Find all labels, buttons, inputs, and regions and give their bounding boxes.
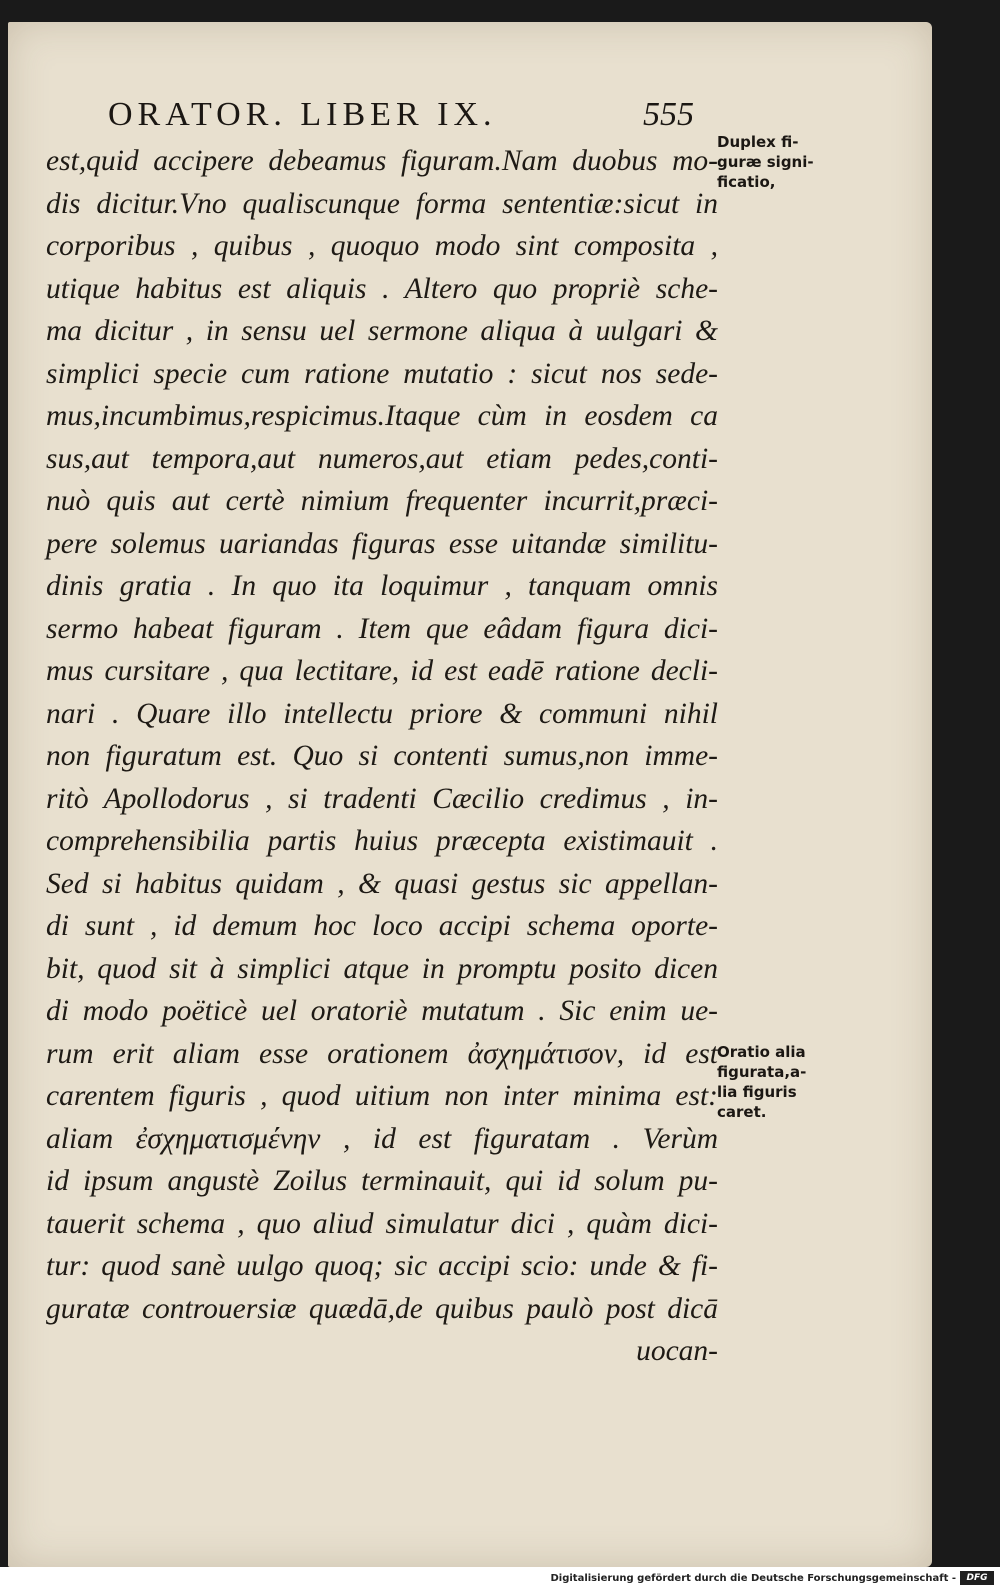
- footer-band: [0, 1567, 1000, 1587]
- text-line: bit, quod sit à simplici atque in promptu posito dicen: [46, 952, 718, 985]
- text-line: dinis gratia . In quo ita loquimur , tanquam omnis: [46, 570, 718, 602]
- digitization-credit: Digitalisierung gefördert durch die Deutsche Forschungsgemeinschaft -: [550, 1573, 956, 1584]
- text-line: nari . Quare illo intellectu priore & communi nihil: [46, 697, 718, 730]
- text-line: simplici specie cum ratione mutatio : sicut nos sede-: [46, 357, 718, 390]
- text-line: ma dicitur , in sensu uel sermone aliqua à uulgari &: [46, 315, 718, 347]
- text-line: nuò quis aut certè nimium frequenter incurrit,præci-: [46, 485, 718, 517]
- dfg-logo: DFG: [960, 1571, 994, 1585]
- text-line: di sunt , id demum hoc loco accipi schema oporte-: [46, 910, 718, 942]
- text-line: di modo poëticè uel oratoriè mutatum . Sic enim ue-: [46, 995, 718, 1027]
- margin-note-line: figurata,a-: [717, 1063, 807, 1081]
- text-line: mus,incumbimus,respicimus.Itaque cùm in eosdem ca: [46, 400, 718, 432]
- text-line: rum erit aliam esse orationem ἀσχημάτισον, id est: [46, 1037, 718, 1070]
- text-line: sermo habeat figuram . Item que eâdam figura dici-: [46, 612, 718, 645]
- text-line: pere solemus uariandas figuras esse uitandæ similitu-: [46, 527, 718, 560]
- main-text-block: [46, 140, 718, 1373]
- text-line: non figuratum est. Quo si contenti sumus,non imme-: [46, 740, 718, 772]
- page-header: [108, 96, 708, 142]
- text-line: guratæ controuersiæ quædā,de quibus paulò post dicā: [46, 1292, 718, 1325]
- margin-note-line: guræ signi-: [717, 153, 814, 171]
- text-line: comprehensibilia partis huius præcepta existimauit .: [46, 825, 718, 857]
- margin-note-line: lia figuris: [717, 1083, 797, 1101]
- text-line: tauerit schema , quo aliud simulatur dici , quàm dici-: [46, 1207, 718, 1240]
- margin-note-line: caret.: [717, 1103, 767, 1121]
- text-line: mus cursitare , qua lectitare, id est eadē ratione decli-: [46, 655, 718, 687]
- text-line: tur: quod sanè uulgo quoq; sic accipi scio: unde & fi-: [46, 1250, 718, 1282]
- text-line: sus,aut tempora,aut numeros,aut etiam pedes,conti-: [46, 442, 718, 475]
- running-title: ORATOR. LIBER IX.: [108, 96, 497, 133]
- page-number: 555: [643, 96, 694, 133]
- text-line: utique habitus est aliquis . Altero quo propriè sche-: [46, 272, 718, 305]
- margin-note-oratio: [717, 1042, 806, 1122]
- text-line: dis dicitur.Vno qualiscunque forma sententiæ:sicut in: [46, 187, 718, 220]
- text-line: corporibus , quibus , quoquo modo sint composita ,: [46, 230, 718, 262]
- margin-note-line: ficatio,: [717, 173, 776, 191]
- text-line: id ipsum angustè Zoilus terminauit, qui id solum pu-: [46, 1165, 718, 1197]
- text-line: carentem figuris , quod uitium non inter minima est:: [46, 1080, 718, 1112]
- margin-note-line: Duplex fi-: [717, 133, 799, 151]
- text-line: Sed si habitus quidam , & quasi gestus sic appellan-: [46, 867, 718, 900]
- text-line: est,quid accipere debeamus figuram.Nam duobus mo-: [46, 145, 718, 177]
- margin-note-duplex: [717, 132, 814, 192]
- text-line: uocan-: [636, 1335, 718, 1367]
- margin-note-line: Oratio alia: [717, 1043, 806, 1061]
- text-line: aliam ἐσχηματισμένην , id est figuratam . Verùm: [46, 1122, 718, 1155]
- text-line: ritò Apollodorus , si tradenti Cæcilio credimus , in-: [46, 782, 718, 815]
